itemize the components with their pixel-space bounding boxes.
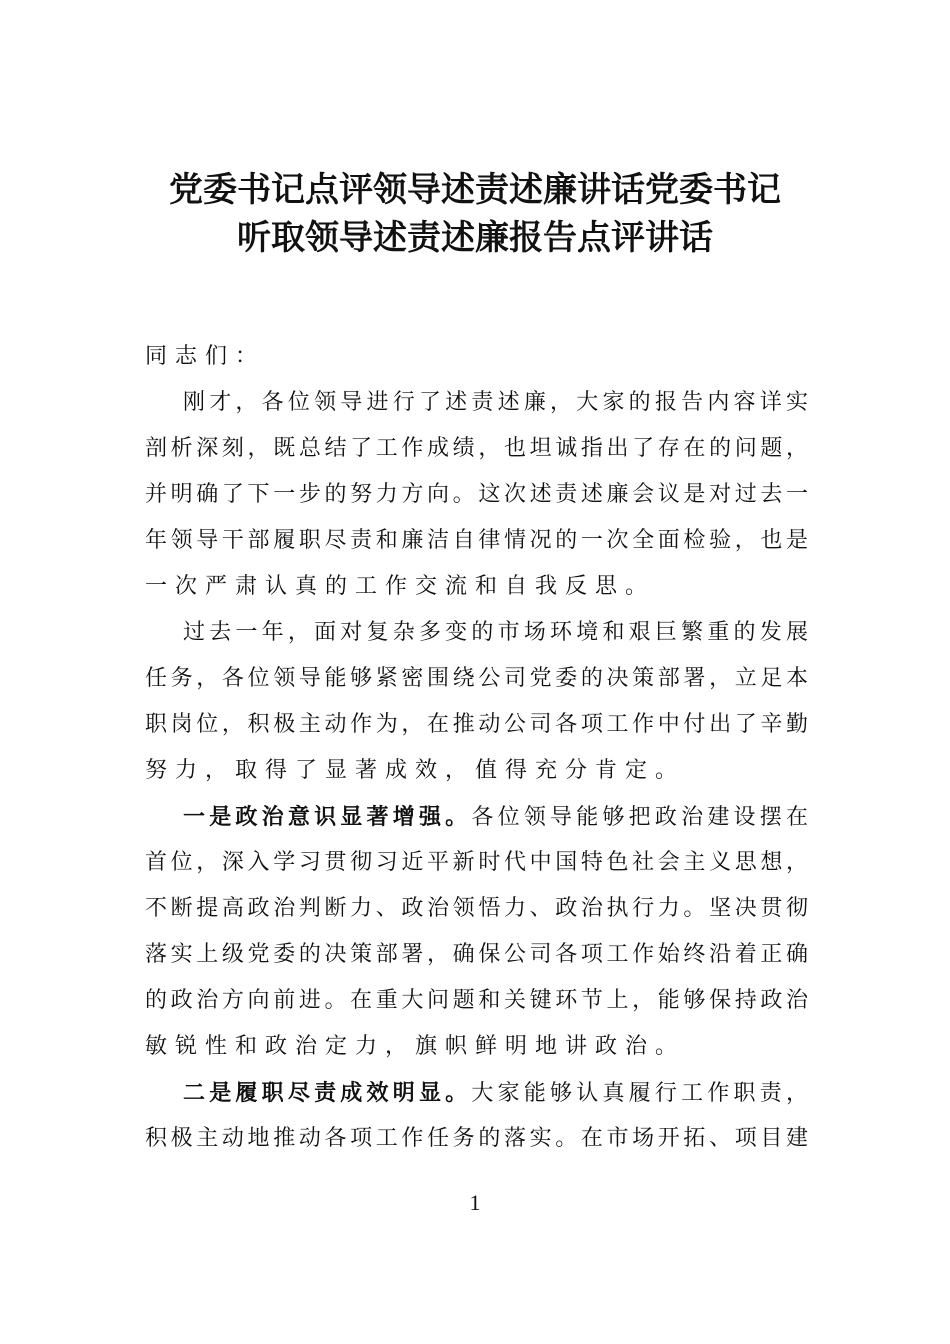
body-text-line (145, 1124, 808, 1154)
body-text: 努力，取得了显著成效，值得充分肯定。 (145, 758, 686, 783)
body-text: 剖析深刻，既总结了工作成绩，也坦诚指出了存在的问题， (145, 436, 808, 461)
body-text: 任务，各位领导能够紧密围绕公司党委的决策部署，立足本 (145, 666, 808, 691)
bold-lead-phrase: 二是履职尽责成效明显。 (183, 1080, 472, 1106)
body-text-line (145, 756, 808, 786)
body-text-line (183, 1078, 808, 1109)
body-text-line (145, 664, 808, 694)
body-text-line (145, 572, 808, 602)
body-text-line (145, 710, 808, 740)
body-text-line (145, 342, 808, 372)
body-text: 不断提高政治判断力、政治领悟力、政治执行力。坚决贯彻 (145, 896, 808, 921)
body-text-line (145, 480, 808, 510)
body-text: 刚才，各位领导进行了述责述廉，大家的报告内容详实 (183, 390, 808, 415)
body-text: 首位，深入学习贯彻习近平新时代中国特色社会主义思想， (145, 850, 808, 875)
body-text-line (183, 802, 808, 833)
body-text: 大家能够认真履行工作职责， (471, 1081, 808, 1106)
document-title-line-2: 听取领导述责述廉报告点评讲话 (237, 218, 713, 258)
body-text-line (145, 1032, 808, 1062)
body-text-line (145, 434, 808, 464)
body-text-line (145, 986, 808, 1016)
body-text-line (145, 848, 808, 878)
body-text-line (145, 526, 808, 556)
body-text: 同志们： (145, 344, 266, 369)
body-text: 的政治方向前进。在重大问题和关键环节上，能够保持政治 (145, 988, 808, 1013)
body-text-line (145, 940, 808, 970)
body-text: 敏锐性和政治定力，旗帜鲜明地讲政治。 (145, 1034, 686, 1059)
body-text: 年领导干部履职尽责和廉洁自律情况的一次全面检验，也是 (145, 528, 808, 553)
document-title-line-1: 党委书记点评领导述责述廉讲话党委书记 (169, 170, 781, 210)
body-text: 职岗位，积极主动作为，在推动公司各项工作中付出了辛勤 (145, 712, 808, 737)
body-text: 积极主动地推动各项工作任务的落实。在市场开拓、项目建 (145, 1126, 808, 1151)
body-text: 落实上级党委的决策部署，确保公司各项工作始终沿着正确 (145, 942, 808, 967)
body-text-line (145, 894, 808, 924)
body-text: 并明确了下一步的努力方向。这次述责述廉会议是对过去一 (145, 482, 808, 507)
body-text-line (183, 388, 808, 418)
page-number: 1 (469, 1190, 481, 1215)
body-text-line (183, 618, 808, 648)
body-text: 一次严肃认真的工作交流和自我反思。 (145, 574, 656, 599)
bold-lead-phrase: 一是政治意识显著增强。 (183, 804, 472, 830)
body-text: 过去一年，面对复杂多变的市场环境和艰巨繁重的发展 (183, 620, 808, 645)
body-text: 各位领导能够把政治建设摆在 (471, 805, 808, 830)
